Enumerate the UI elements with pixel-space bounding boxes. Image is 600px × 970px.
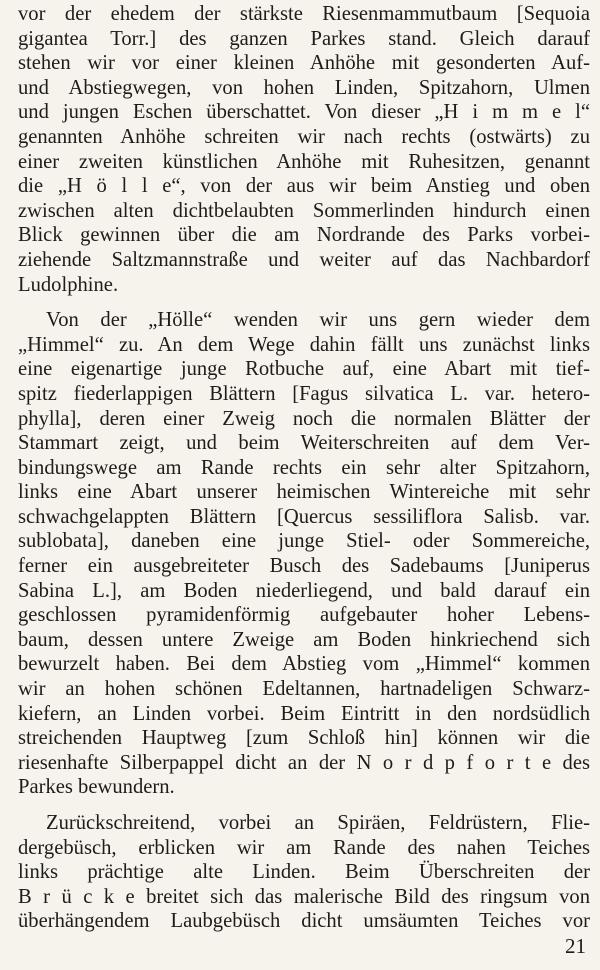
paragraph-3: [18, 811, 590, 934]
text-line: stehen wir vor einer kleinen Anhöhe mit gesonderten Auf-: [18, 52, 590, 75]
text-line: riesenhafte Silberpappel dicht an der N o r d p f o r t e des: [18, 751, 590, 774]
text-line: streichenden Hauptweg [zum Schloß hin] können wir die: [18, 727, 590, 750]
text-line: Parkes bewundern.: [18, 776, 175, 799]
text-line: Sabina L.], am Boden niederliegend, und bald darauf ein: [18, 579, 590, 602]
text-line: phylla], deren einer Zweig noch die normalen Blätter der: [18, 407, 590, 430]
text-line: eine eigenartige junge Rotbuche auf, eine Abart mit tief-: [18, 358, 590, 381]
text-line: B r ü c k e breitet sich das malerische Bild des ringsum von: [18, 885, 590, 908]
text-line: zwischen alten dichtbelaubten Sommerlinden hindurch einen: [18, 199, 590, 222]
text-line: Blick gewinnen über die am Nordrande des Parks vorbei-: [18, 224, 590, 247]
text-line: spitz fiederlappigen Blättern [Fagus silvatica L. var. hetero-: [18, 382, 590, 405]
text-line: genannten Anhöhe schreiten wir nach rechts (ostwärts) zu: [18, 125, 590, 148]
text-line: und Abstiegwegen, von hohen Linden, Spitzahorn, Ulmen: [18, 76, 590, 99]
paragraph-2: [18, 308, 590, 800]
text-line: wir an hohen schönen Edeltannen, hartnadeligen Schwarz-: [18, 678, 590, 701]
text-line: geschlossen pyramidenförmig aufgebauter hoher Lebens-: [18, 604, 590, 627]
text-line: Von der „Hölle“ wenden wir uns gern wieder dem: [46, 309, 590, 332]
text-page: [18, 2, 590, 962]
text-line: kiefern, an Linden vorbei. Beim Eintritt in den nordsüdlich: [18, 702, 590, 725]
text-line: die „H ö l l e“, von der aus wir beim Anstieg und oben: [18, 175, 590, 198]
text-line: „Himmel“ zu. An dem Wege dahin fällt uns zunächst links: [18, 333, 590, 356]
text-line: dergebüsch, erblicken wir am Rande des nahen Teiches: [18, 836, 590, 859]
text-line: baum, dessen untere Zweige am Boden hinkriechend sich: [18, 628, 590, 651]
text-line: bewurzelt haben. Bei dem Abstieg vom „Himmel“ kommen: [18, 653, 590, 676]
text-line: links eine Abart unserer heimischen Wintereiche mit sehr: [18, 481, 590, 504]
text-line: gigantea Torr.] des ganzen Parkes stand. Gleich darauf: [18, 27, 590, 50]
text-line: schwachgelappten Blättern [Quercus sessiliflora Salisb. var.: [18, 505, 590, 528]
text-line: Stammart zeigt, und beim Weiterschreiten auf dem Ver-: [18, 432, 590, 455]
text-line: überhängendem Laubgebüsch dicht umsäumten Teiches vor: [18, 910, 590, 933]
text-line: einer zweiten künstlichen Anhöhe mit Ruhesitzen, genannt: [18, 150, 590, 173]
paragraph-1: [18, 2, 590, 297]
text-line: bindungswege am Rande rechts ein sehr alter Spitzahorn,: [18, 456, 590, 479]
text-line: links prächtige alte Linden. Beim Überschreiten der: [18, 861, 590, 884]
text-line: ferner ein ausgebreiteter Busch des Sadebaums [Juniperus: [18, 555, 590, 578]
text-line: vor der ehedem der stärkste Riesenmammutbaum [Sequoia: [18, 3, 590, 25]
text-line: sublobata], daneben eine junge Stiel- oder Sommereiche,: [18, 530, 590, 553]
text-line: ziehende Saltzmannstraße und weiter auf das Nachbardorf: [18, 248, 590, 271]
text-line: und jungen Eschen überschattet. Von dieser „H i m m e l“: [18, 101, 590, 124]
text-line: Zurückschreitend, vorbei an Spiräen, Feldrüstern, Flie-: [46, 812, 590, 834]
text-line: Ludolphine.: [18, 273, 119, 296]
page-number: 21: [565, 934, 586, 958]
